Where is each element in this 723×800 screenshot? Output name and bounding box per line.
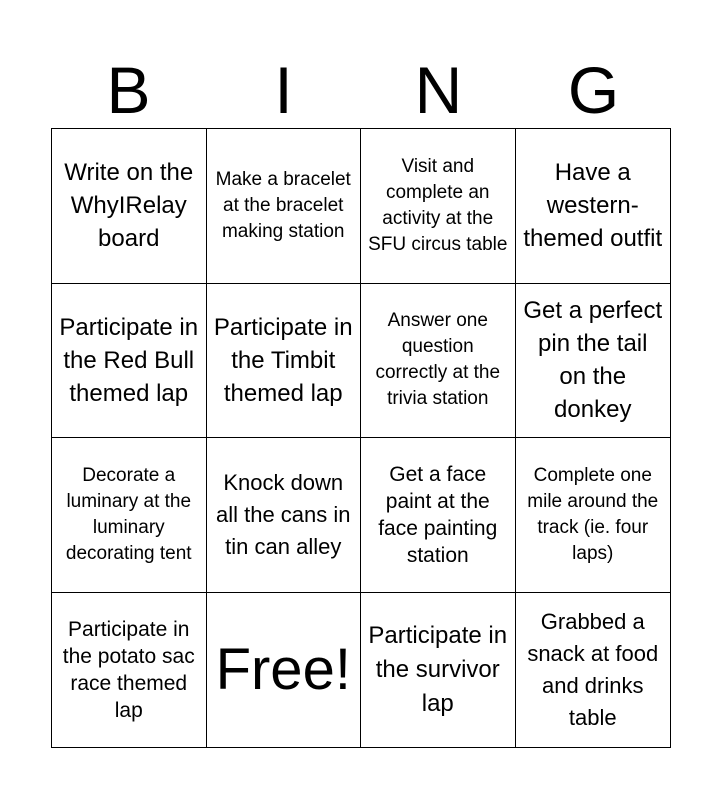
bingo-cell-r3-c4[interactable] (516, 438, 671, 593)
bingo-cell-r1-c1[interactable] (52, 129, 207, 284)
bingo-cell-r4-c4[interactable] (516, 593, 671, 748)
bingo-cell-r2-c4[interactable] (516, 284, 671, 439)
bingo-cell-r4-c1[interactable] (52, 593, 207, 748)
bingo-board (51, 128, 671, 748)
cell-label: Write on the WhyIRelay board (64, 159, 194, 253)
cell-label: Grabbed a snack at food and drinks table (527, 608, 659, 730)
bingo-cell-r1-c3[interactable] (361, 129, 516, 284)
cell-label: Answer one question correctly at the trivia station (375, 310, 501, 410)
header-letter-n: N (414, 53, 463, 127)
bingo-cell-r2-c3[interactable] (361, 284, 516, 439)
bingo-cell-r1-c2[interactable] (207, 129, 362, 284)
bingo-cell-r3-c2[interactable] (207, 438, 362, 593)
free-space-label: Free! (215, 636, 351, 702)
cell-label: Decorate a luminary at the luminary decorating tent (65, 464, 192, 564)
bingo-cell-r2-c2[interactable] (207, 284, 362, 439)
bingo-cell-free[interactable] (207, 593, 362, 748)
header-letter-i: I (274, 53, 293, 127)
cell-label: Knock down all the cans in tin can alley (215, 469, 351, 559)
cell-label: Get a perfect pin the tail on the donkey (523, 297, 663, 424)
bingo-cell-r1-c4[interactable] (516, 129, 671, 284)
cell-label: Participate in the survivor lap (368, 621, 508, 717)
bingo-cell-r4-c3[interactable] (361, 593, 516, 748)
bingo-cell-r3-c3[interactable] (361, 438, 516, 593)
cell-label: Have a western-themed outfit (523, 159, 663, 253)
cell-label: Visit and complete an activity at the SFU circus table (368, 155, 508, 255)
cell-label: Participate in the Red Bull themed lap (59, 313, 199, 407)
bingo-cell-r3-c1[interactable] (52, 438, 207, 593)
header-letter-b: B (106, 53, 151, 127)
cell-label: Participate in the Timbit themed lap (213, 313, 353, 407)
cell-label: Complete one mile around the track (ie. four laps) (527, 464, 659, 564)
bingo-cell-r2-c1[interactable] (52, 284, 207, 439)
cell-label: Make a bracelet at the bracelet making station (215, 168, 351, 242)
bingo-header (51, 52, 671, 128)
header-letter-g: G (567, 53, 620, 127)
cell-label: Participate in the potato sac race themed lap (62, 617, 195, 722)
cell-label: Get a face paint at the face painting station (378, 462, 498, 567)
